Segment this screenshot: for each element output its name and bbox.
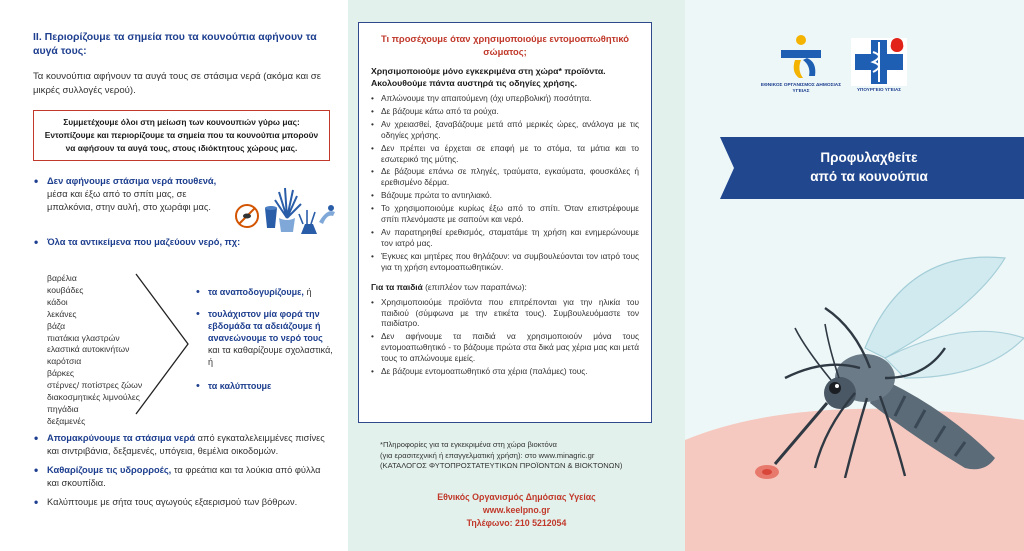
water-container-icon: [235, 178, 341, 240]
main-title: Προφυλαχθείτε από τα κουνούπια: [810, 150, 928, 184]
highlight-box: Συμμετέχουμε όλοι στη μείωση των κουνουπιών γύρω μας: Εντοπίζουμε και περιορίζουμε τα σημεία που τα κουνούπια μπορούν να αφήσουν τα αυγά τους, στους ιδιόκτητους χώρους μας.: [33, 110, 330, 161]
list-item: κουβάδες: [47, 284, 84, 295]
bullet-clean-gutters: • Καθαρίζουμε τις υδρορροές, τα φρεάτια και τα λούκια από φύλλα και σκουπίδια.: [33, 464, 333, 490]
right-panel: [685, 0, 1024, 551]
ribbon-tail: [720, 137, 734, 199]
list-item: διακοσμητικές λιμνούλες: [47, 392, 140, 403]
middle-panel: [348, 0, 685, 551]
list-item: • Βάζουμε πρώτα το αντιηλιακό.: [371, 190, 639, 201]
list-item: • Χρησιμοποιούμε προϊόντα που επιτρέπονται για την ηλικία του παιδιού (σύμφωνα με την ετικέτα τους). Συμβουλευόμαστε τον παιδίατρο.: [371, 297, 639, 330]
bottom-bullets: [33, 432, 333, 515]
list-item: ελαστικά αυτοκινήτων: [47, 344, 130, 355]
eody-logo-text: ΕΘΝΙΚΟΣ ΟΡΓΑΝΙΣΜΟΣ ΔΗΜΟΣΙΑΣ ΥΓΕΙΑΣ: [760, 83, 842, 94]
eody-logo-icon: [773, 32, 829, 82]
list-item: κάδοι: [47, 296, 68, 307]
org-name: Εθνικός Οργανισμός Δημόσιας Υγείας: [437, 492, 596, 502]
list-item: • Το χρησιμοποιούμε κυρίως έξω από το σπίτι. Όταν επιστρέφουμε σπίτι πλενόμαστε με σαπούνι και νερό.: [371, 203, 639, 225]
org-website: www.keelpno.gr: [482, 505, 551, 515]
mosquito-illustration: [745, 228, 1024, 478]
action-item: • τουλάχιστον μία φορά την εβδομάδα τα αδειάζουμε ή ανανεώνουμε το νερό τους και τα καθαρίζουμε σχολαστικά, ή: [196, 308, 336, 368]
list-item: στέρνες/ ποτίστρες ζώων: [47, 380, 143, 391]
ministry-of-health-logo-icon: [851, 38, 907, 86]
list-item: • Έγκυες και μητέρες που θηλάζουν: να συμβουλεύονται τον ιατρό τους για τη χρήση εντομοαπωθητικών.: [371, 251, 639, 273]
repellent-list: [371, 93, 639, 273]
list-item: δεξαμενές: [47, 415, 86, 426]
list-item: βάρκες: [47, 368, 75, 379]
action-item: • τα καλύπτουμε: [196, 380, 336, 392]
repellent-title: Τι προσέχουμε όταν χρησιμοποιούμε εντομοαπωθητικό σώματος;: [380, 33, 630, 57]
footnote: *Πληροφορίες για τα εγκεκριμένα στη χώρα βιοκτόνα (για ερασιτεχνική ή επαγγελματική χρήση): στο www.minagric.gr (ΚΑΤΑΛΟΓΟΣ ΦΥΤΟΠΡΟΣΤΑΤΕΥΤΙΚΩΝ ΠΡΟΪΟΝΤΩΝ & ΒΙΟΚΤΟΝΩΝ): [380, 440, 623, 470]
list-item: • Δε βάζουμε κάτω από τα ρούχα.: [371, 106, 639, 117]
kids-heading: Για τα παιδιά (επιπλέον των παραπάνω):: [371, 281, 527, 292]
list-item: βάζα: [47, 320, 66, 331]
actions-list: [196, 286, 336, 392]
bullet-text: μέσα και έξω από το σπίτι μας, σε μπαλκόνια, στην αυλή, στο χωράφι μας.: [47, 189, 211, 212]
repellent-subtitle: Χρησιμοποιούμε μόνο εγκεκριμένα στη χώρα* προϊόντα. Ακολουθούμε πάντα αυστηρά τις οδηγίες χρήσης.: [371, 66, 606, 88]
action-item: • τα αναποδογυρίζουμε, ή: [196, 286, 336, 298]
list-item: πιατάκια γλαστρών: [47, 332, 120, 343]
list-item: βαρέλια: [47, 273, 77, 283]
section-title: ΙΙ. Περιορίζουμε τα σημεία που τα κουνούπια αφήνουν τα αυγά τους:: [33, 31, 317, 57]
list-item: • Αν χρειασθεί, ξαναβάζουμε μετά από μερικές ώρες, ανάλογα με τις οδηγίες χρήσης.: [371, 119, 639, 141]
list-item: • Δε βάζουμε επάνω σε πληγές, τραύματα, εγκαύματα, φουσκάλες ή ερεθισμένο δέρμα.: [371, 166, 639, 188]
list-item: πηγάδια: [47, 403, 79, 414]
kids-list: [371, 297, 639, 377]
list-item: • Απλώνουμε την απαιτούμενη (όχι υπερβολική) ποσότητα.: [371, 93, 639, 104]
arrow-brace-icon: [132, 272, 192, 416]
org-phone: Τηλέφωνο: 210 5212054: [466, 518, 567, 528]
list-item: • Αν παρατηρηθεί ερεθισμός, σταματάμε τη χρήση και ενημερώνουμε τον ιατρό μας.: [371, 227, 639, 249]
bullet-emphasis: Δεν αφήνουμε στάσιμα νερά πουθενά,: [47, 176, 217, 186]
bullet-cover-vents: • Καλύπτουμε με σήτα τους αγωγούς εξαερισμού των βόθρων.: [33, 496, 333, 509]
list-item: καρότσια: [47, 356, 82, 367]
list-item: • Δεν αφήνουμε τα παιδιά να χρησιμοποιούν μόνα τους εντομοαπωθητικό - το βάζουμε πρώτα στα δικά μας χέρια μας και μετά τους το απλώνουμε εμείς.: [371, 331, 639, 364]
list-item: • Δε βάζουμε εντομοαπωθητικό στα χέρια (παλάμες) τους.: [371, 366, 639, 377]
intro-text: Τα κουνούπια αφήνουν τα αυγά τους σε στάσιμα νερά (ακόμα και σε μικρές συλλογές νερού).: [33, 71, 321, 96]
bullet-objects-heading: • Όλα τα αντικείμενα που μαζεύουν νερό, πχ:: [33, 236, 334, 249]
bullet-remove-water: • Απομακρύνουμε τα στάσιμα νερά από εγκαταλελειμμένες πισίνες και σιντριβάνια, δεξαμενές, υπόγεια, θεμέλια οικοδομών.: [33, 432, 333, 458]
list-item: λεκάνες: [47, 308, 77, 319]
bullet-no-standing-water: [33, 175, 233, 214]
organization-contact: [348, 491, 685, 530]
ministry-logo-text: ΥΠΟΥΡΓΕΙΟ ΥΓΕΙΑΣ: [856, 87, 902, 92]
repellent-box: [358, 22, 652, 423]
list-item: • Δεν πρέπει να έρχεται σε επαφή με το στόμα, τα μάτια και το εσωτερικό της μύτης.: [371, 143, 639, 165]
